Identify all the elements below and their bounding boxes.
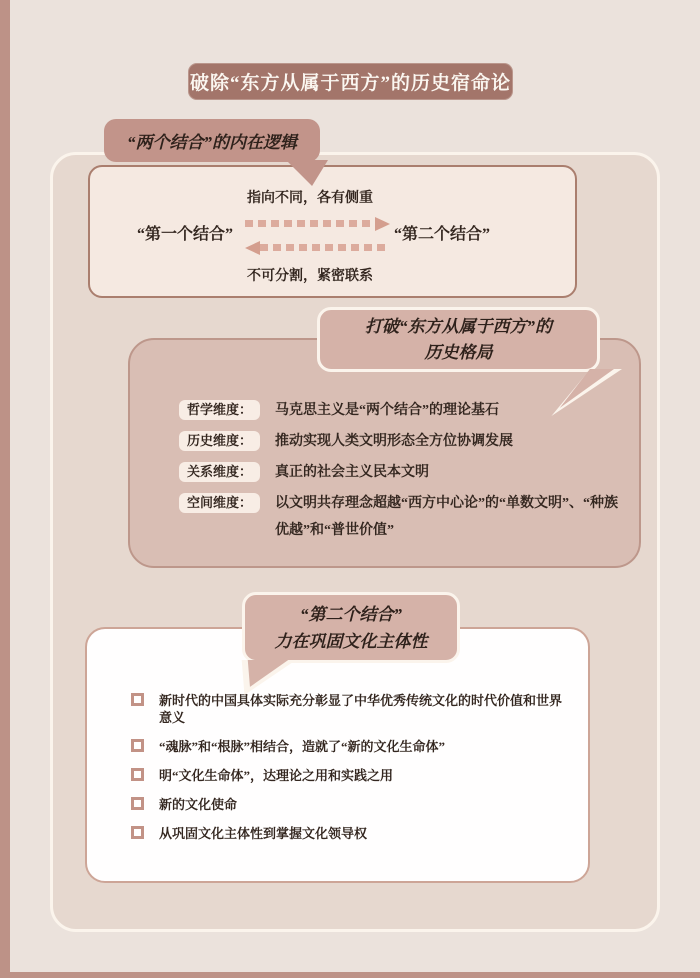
list-item-text: 新的文化使命	[159, 797, 238, 812]
list-item-text: 新时代的中国具体实际充分彰显了中华优秀传统文化的时代价值和世界意义	[159, 693, 563, 725]
logic-section-bubble	[104, 119, 320, 162]
dimension-rows	[179, 400, 621, 554]
list-item	[131, 738, 572, 755]
dimension-row-space	[179, 493, 621, 544]
left-spine-band	[0, 0, 10, 978]
pattern-section-bubble	[317, 307, 600, 372]
arrow-head-left-icon	[245, 241, 260, 255]
logic-bubble-label: “两个结合”的内在逻辑	[127, 133, 297, 152]
first-combination-label: “第一个结合”	[136, 226, 233, 243]
dimension-label-chip: 历史维度：	[179, 431, 260, 451]
pattern-bubble-line1: 打破“东方从属于西方”的	[365, 316, 552, 336]
list-item-text: “魂脉”和“根脉”相结合，造就了“新的文化生命体”	[159, 739, 446, 754]
list-item	[131, 767, 572, 784]
dimension-label-chip: 空间维度：	[179, 493, 260, 513]
list-item	[131, 692, 572, 726]
dimension-row-history	[179, 431, 621, 452]
list-item-text: 明“文化生命体”，达理论之用和实践之用	[159, 768, 394, 783]
dimensions-box	[128, 338, 641, 568]
arrow-head-right-icon	[375, 217, 390, 231]
two-combinations-diagram	[88, 165, 577, 298]
dimension-row-relation	[179, 462, 621, 483]
subjectivity-bubble-line2: 力在巩固文化主体性	[274, 631, 428, 651]
pattern-bubble-line2: 历史格局	[424, 342, 493, 362]
dash-line	[245, 220, 375, 227]
subjectivity-bubble-line1: “第二个结合”	[300, 604, 402, 624]
square-bullet-icon	[131, 768, 144, 781]
dimension-text: 推动实现人类文明形态全方位协调发展	[275, 434, 514, 449]
dashed-arrow-left-icon	[245, 241, 390, 254]
second-combination-label: “第二个结合”	[393, 226, 490, 243]
dimension-text: 马克思主义是“两个结合”的理论基石	[275, 403, 500, 418]
list-item	[131, 796, 572, 813]
subjectivity-list	[131, 692, 572, 854]
dimension-label-chip: 关系维度：	[179, 462, 260, 482]
page-title: 破除“东方从属于西方”的历史宿命论	[189, 73, 511, 94]
dimension-text: 真正的社会主义民本文明	[275, 465, 430, 480]
square-bullet-icon	[131, 797, 144, 810]
dimension-text: 以文明共存理念超越“西方中心论”的“单数文明”、“种族优越”和“普世价值”	[275, 496, 619, 538]
dash-line	[260, 244, 390, 251]
list-item	[131, 825, 572, 842]
square-bullet-icon	[131, 693, 144, 706]
square-bullet-icon	[131, 826, 144, 839]
diagram-bottom-note: 不可分割，紧密联系	[247, 269, 373, 284]
dashed-arrow-right-icon	[245, 217, 390, 230]
bottom-band	[0, 972, 700, 978]
cultural-subjectivity-box	[85, 627, 590, 883]
dimension-label-chip: 哲学维度：	[179, 400, 260, 420]
list-item-text: 从巩固文化主体性到掌握文化领导权	[159, 826, 368, 841]
subjectivity-section-bubble	[242, 592, 460, 663]
square-bullet-icon	[131, 739, 144, 752]
dimension-row-philosophy	[179, 400, 621, 421]
main-title-banner	[188, 63, 513, 100]
diagram-top-note: 指向不同，各有侧重	[247, 191, 373, 206]
